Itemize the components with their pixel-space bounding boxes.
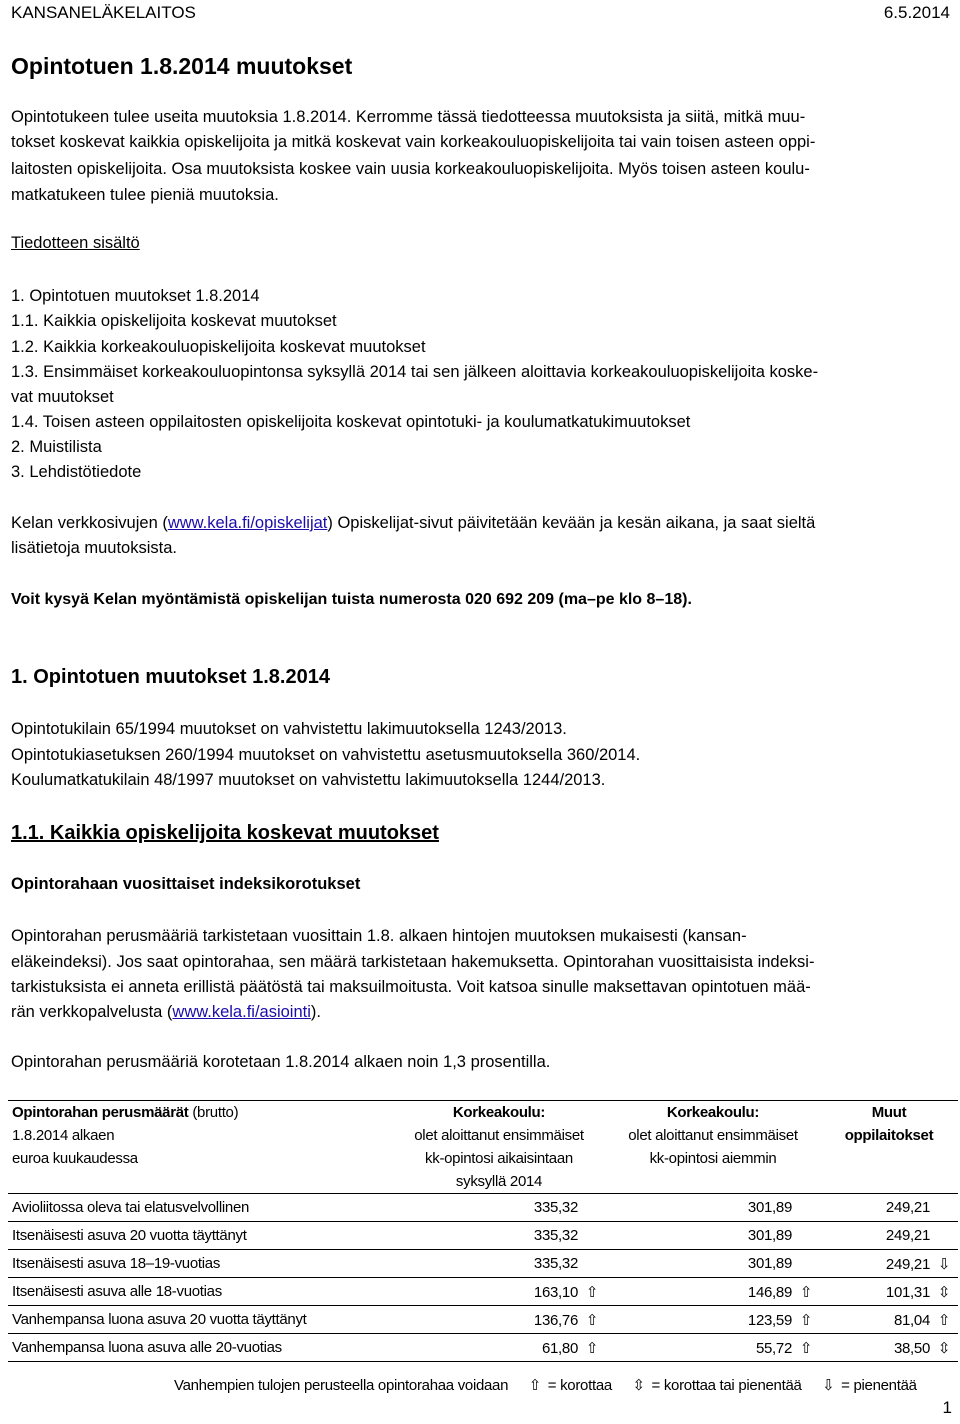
value-old-kk: 123,59 <box>747 1311 792 1329</box>
change-arrow-icon: ⇧ <box>799 1310 813 1329</box>
intro-line: tokset koskevat kaikkia opiskelijoita ja mitkä koskevat vain korkeakouluopiskelijoita tai vain toisen asteen oppi- <box>11 133 816 151</box>
row-label: Itsenäisesti asuva 20 vuotta täyttänyt <box>8 1222 392 1250</box>
rates-table-body <box>8 1194 958 1362</box>
table-row <box>8 1222 958 1250</box>
value-other: 81,04 <box>893 1311 930 1329</box>
change-arrow-icon: ⇧ <box>799 1282 813 1301</box>
up-down-arrow-icon: ⇳ <box>632 1376 645 1394</box>
cell-new-kk <box>392 1334 606 1362</box>
header-col-label-brutto: (brutto) <box>188 1104 239 1121</box>
toc-item: 1.1. Kaikkia opiskelijoita koskevat muutokset <box>11 312 337 330</box>
page-title: Opintotuen 1.8.2014 muutokset <box>11 53 353 79</box>
web-note <box>11 514 815 533</box>
section11-para-last <box>11 1003 321 1022</box>
up-arrow-icon: ⇧ <box>528 1376 542 1394</box>
section1-line: Opintotukilain 65/1994 muutokset on vahvistettu lakimuutoksella 1243/2013. <box>11 720 567 738</box>
table-row <box>8 1194 958 1222</box>
toc-item: 2. Muistilista <box>11 438 102 456</box>
row-label: Itsenäisesti asuva 18–19-vuotias <box>8 1250 392 1278</box>
legend-up-text: = korottaa <box>543 1377 612 1394</box>
intro-line: laitosten opiskelijoita. Osa muutoksista koskee vain uusia korkeakouluopiskelijoita. Myös toisen asteen koulu- <box>11 160 810 178</box>
section11-para-line: Opintorahan perusmääriä tarkistetaan vuosittain 1.8. alkaen hintojen muutoksen mukaisesti (kansan- <box>11 927 747 945</box>
toc-item: 1. Opintotuen muutokset 1.8.2014 <box>11 287 260 305</box>
cell-other <box>820 1250 958 1278</box>
value-new-kk: 61,80 <box>541 1339 578 1357</box>
section11-para-line: eläkeindeksi). Jos saat opintorahaa, sen määrä tarkistetaan hakemuksetta. Opintorahan vuosittaisista indeksi- <box>11 953 815 971</box>
change-arrow-icon: ⇳ <box>937 1282 951 1301</box>
para-last-text: rän verkkopalvelusta ( <box>11 1003 173 1021</box>
value-other: 249,21 <box>885 1199 930 1216</box>
legend-down-text: = pienentää <box>837 1377 917 1394</box>
intro-line: Opintotukeen tulee useita muutoksia 1.8.2014. Kerromme tässä tiedotteessa muutoksista ja siitä, mitkä muu- <box>11 108 806 126</box>
legend-updown-text: = korottaa tai pienentää <box>647 1377 802 1394</box>
value-other: 249,21 <box>885 1227 930 1244</box>
value-new-kk: 163,10 <box>533 1283 578 1301</box>
value-new-kk: 335,32 <box>533 1227 578 1244</box>
web-note-text-after: ) Opiskelijat-sivut päivitetään kevään ja kesän aikana, ja saat sieltä <box>327 514 816 532</box>
header-col-label <box>8 1101 392 1194</box>
header-col-old-kk <box>606 1101 820 1194</box>
cell-other <box>820 1278 958 1306</box>
change-arrow-icon: ⇧ <box>585 1282 599 1301</box>
opiskelijat-link[interactable]: www.kela.fi/opiskelijat <box>167 514 328 532</box>
header-other-line1: Muut <box>871 1104 907 1121</box>
toc-item: 1.2. Kaikkia korkeakouluopiskelijoita koskevat muutokset <box>11 338 426 356</box>
cell-old-kk <box>606 1278 820 1306</box>
phone-note: Voit kysyä Kelan myöntämistä opiskelijan tuista numerosta 020 692 209 (ma–pe klo 8–18). <box>11 591 692 608</box>
header-col-label-line3: euroa kuukaudessa <box>12 1150 138 1167</box>
value-other: 249,21 <box>885 1255 930 1273</box>
cell-old-kk <box>606 1194 820 1222</box>
cell-other <box>820 1334 958 1362</box>
change-arrow-icon: ⇩ <box>937 1254 951 1273</box>
cell-new-kk <box>392 1194 606 1222</box>
value-old-kk: 146,89 <box>747 1283 792 1301</box>
rates-table-header <box>8 1101 958 1194</box>
value-other: 101,31 <box>885 1283 930 1301</box>
web-note-text: Kelan verkkosivujen ( <box>11 514 168 532</box>
table-row <box>8 1250 958 1278</box>
toc-item: 1.3. Ensimmäiset korkeakouluopintonsa syksyllä 2014 tai sen jälkeen aloittavia korkeakouluopiskelijoita koske- <box>11 363 819 381</box>
cell-old-kk <box>606 1250 820 1278</box>
intro-line: matkatukeen tulee pieniä muutoksia. <box>11 186 279 204</box>
legend-intro: Vanhempien tulojen perusteella opintorahaa voidaan <box>174 1377 509 1394</box>
header-new-kk-line3: kk-opintosi aikaisintaan <box>425 1150 573 1167</box>
page-number: 1 <box>942 1398 952 1417</box>
cell-new-kk <box>392 1250 606 1278</box>
cell-old-kk <box>606 1334 820 1362</box>
toc-item: 1.4. Toisen asteen oppilaitosten opiskelijoita koskevat opintotuki- ja koulumatkatukimuutokset <box>11 413 691 431</box>
web-note-line2: lisätietoja muutoksista. <box>11 539 177 557</box>
header-col-label-line2: 1.8.2014 alkaen <box>12 1127 115 1144</box>
value-new-kk: 335,32 <box>533 1199 578 1216</box>
value-old-kk: 301,89 <box>747 1255 792 1272</box>
table-row <box>8 1278 958 1306</box>
header-new-kk-title: Korkeakoulu: <box>452 1104 546 1121</box>
value-old-kk: 55,72 <box>755 1339 792 1357</box>
cell-other <box>820 1194 958 1222</box>
header-new-kk-line4: syksyllä 2014 <box>455 1173 543 1190</box>
cell-new-kk <box>392 1306 606 1334</box>
value-new-kk: 136,76 <box>533 1311 578 1329</box>
section11-heading: 1.1. Kaikkia opiskelijoita koskevat muutokset <box>11 822 439 844</box>
change-arrow-icon: ⇧ <box>585 1310 599 1329</box>
toc-item: vat muutokset <box>11 388 114 406</box>
value-other: 38,50 <box>893 1339 930 1357</box>
toc-heading: Tiedotteen sisältö <box>11 234 140 252</box>
down-arrow-icon: ⇩ <box>822 1376 835 1394</box>
change-arrow-icon: ⇧ <box>937 1310 951 1329</box>
rates-table <box>8 1100 958 1362</box>
row-label: Vanhempansa luona asuva 20 vuotta täyttänyt <box>8 1306 392 1334</box>
change-arrow-icon: ⇧ <box>585 1338 599 1357</box>
legend <box>174 1376 917 1394</box>
value-new-kk: 335,32 <box>533 1255 578 1272</box>
section1-line: Koulumatkatukilain 48/1997 muutokset on vahvistettu lakimuutoksella 1244/2013. <box>11 771 606 789</box>
row-label: Vanhempansa luona asuva alle 20-vuotias <box>8 1334 392 1362</box>
section1-heading: 1. Opintotuen muutokset 1.8.2014 <box>11 666 330 688</box>
header-col-new-kk <box>392 1101 606 1194</box>
header-org: KANSANELÄKELAITOS <box>11 3 196 22</box>
header-old-kk-title: Korkeakoulu: <box>666 1104 760 1121</box>
section1-line: Opintotukiasetuksen 260/1994 muutokset on vahvistettu asetusmuutoksella 360/2014. <box>11 746 641 764</box>
header-new-kk-line2: olet aloittanut ensimmäiset <box>414 1127 584 1144</box>
toc-item: 3. Lehdistötiedote <box>11 463 142 481</box>
raise-note: Opintorahan perusmääriä korotetaan 1.8.2014 alkaen noin 1,3 prosentilla. <box>11 1053 551 1071</box>
para-last-text-after: ). <box>310 1003 321 1021</box>
cell-other <box>820 1306 958 1334</box>
header-col-other <box>820 1101 958 1194</box>
value-old-kk: 301,89 <box>747 1199 792 1216</box>
section11-para-line: tarkistuksista ei anneta erillistä päätöstä tai maksuilmoitusta. Voit katsoa sinulle maksettavan opintotuen mää- <box>11 978 811 996</box>
row-label: Avioliitossa oleva tai elatusvelvollinen <box>8 1194 392 1222</box>
header-other-line2: oppilaitokset <box>844 1127 934 1144</box>
cell-old-kk <box>606 1222 820 1250</box>
cell-new-kk <box>392 1278 606 1306</box>
cell-new-kk <box>392 1222 606 1250</box>
header-old-kk-line2: olet aloittanut ensimmäiset <box>628 1127 798 1144</box>
cell-other <box>820 1222 958 1250</box>
asiointi-link[interactable]: www.kela.fi/asiointi <box>172 1003 311 1021</box>
section11-subheading: Opintorahaan vuosittaiset indeksikorotukset <box>11 875 361 893</box>
cell-old-kk <box>606 1306 820 1334</box>
change-arrow-icon: ⇳ <box>937 1338 951 1357</box>
row-label: Itsenäisesti asuva alle 18-vuotias <box>8 1278 392 1306</box>
header-col-label-bold: Opintorahan perusmäärät <box>12 1104 189 1121</box>
header-date: 6.5.2014 <box>883 3 950 22</box>
change-arrow-icon: ⇧ <box>799 1338 813 1357</box>
header-old-kk-line3: kk-opintosi aiemmin <box>649 1150 777 1167</box>
table-row <box>8 1306 958 1334</box>
table-row <box>8 1334 958 1362</box>
value-old-kk: 301,89 <box>747 1227 792 1244</box>
